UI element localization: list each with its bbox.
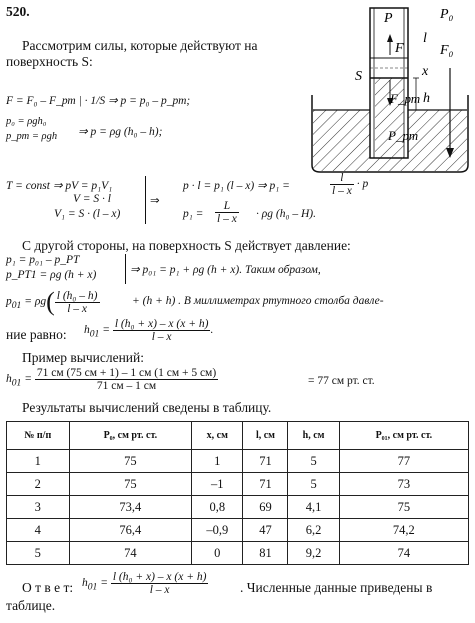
col-header: x, см	[192, 422, 243, 450]
col-header: № п/п	[7, 422, 70, 450]
equation-p1: p · l = p₁ (l – x) ⇒ p₁ =	[183, 180, 290, 192]
equation-prt: p_рт = ρgh	[6, 131, 58, 142]
example-title: Пример вычислений:	[22, 350, 144, 365]
equation-p: ⇒ p = ρg (h₀ – h);	[78, 126, 163, 138]
equation-p01: ⇒ p₀₁ = p₁ + ρg (h + x). Таким образом,	[130, 264, 321, 276]
label-h: h	[423, 91, 430, 106]
intro-line-2: поверхность S:	[6, 54, 93, 69]
col-header: P₀, см рт. ст.	[69, 422, 192, 450]
example-numerator: 71 см (75 см + 1) – 1 см (1 см + 5 см)	[36, 367, 217, 379]
col-header: h, см	[288, 422, 339, 450]
other-side-text: С другой стороны, на поверхность S действует давление:	[22, 238, 351, 253]
table-row: 4 76,4 –0,9 47 6,2 74,2	[7, 519, 469, 542]
col-header: l, см	[243, 422, 288, 450]
label-Fpt: F_рт	[390, 91, 421, 106]
table-row: 3 73,4 0,8 69 4,1 75	[7, 496, 469, 519]
table-row: 2 75 –1 71 5 73	[7, 473, 469, 496]
answer-line-2: таблице.	[6, 598, 56, 613]
equation-p1b: p₁ =	[183, 208, 204, 220]
equation-isotherm: T = const ⇒ pV = p₁V₁	[6, 180, 113, 192]
problem-number: 520.	[6, 4, 30, 19]
label-Ppt: P_рт	[388, 128, 419, 143]
equation-prt1: p_РТ1 = ρg (h + x)	[6, 269, 97, 281]
results-line: Результаты вычислений сведены в таблицу.	[22, 400, 272, 415]
label-x: x	[422, 64, 429, 79]
answer-tail: . Численные данные приведены в	[240, 580, 433, 595]
equation-p1-tail: · ρg (h₀ – H).	[256, 208, 316, 220]
equation-p1-alt: p₁ = p₀₁ – p_РТ	[6, 254, 80, 266]
label-F: F	[395, 41, 404, 56]
example-denominator: 71 см – 1 см	[96, 380, 157, 392]
label-l: l	[423, 31, 427, 46]
answer-lead: О т в е т:	[22, 580, 74, 595]
col-header: P₀₁, см рт. ст.	[339, 422, 468, 450]
tube-diagram	[300, 0, 475, 195]
equation-p01-tail: + (h + h) . В миллиметрах ртутного столба давле-	[132, 295, 384, 307]
table-row: 5 74 0 81 9,2 74	[7, 542, 469, 565]
label-P0: P₀	[440, 7, 454, 22]
label-S: S	[355, 69, 362, 84]
intro-line-1: Рассмотрим силы, которые действуют на	[22, 38, 258, 53]
label-P: P	[384, 11, 393, 26]
pressure-text: ние равно:	[6, 327, 67, 342]
example-result: = 77 см рт. ст.	[308, 375, 375, 387]
equation-p0: p₀ = ρgh₀	[6, 116, 47, 127]
table-row: 1 75 1 71 5 77	[7, 450, 469, 473]
results-table	[6, 421, 469, 565]
equation-V1: V₁ = S · (l – x)	[54, 208, 121, 220]
equation-force: F = F₀ – F_рт | · 1/S ⇒ p = p₀ – p_рт;	[6, 95, 191, 107]
label-F0: F₀	[440, 43, 454, 58]
table-header-row	[7, 422, 469, 450]
equation-V: V = S · l	[73, 193, 111, 205]
